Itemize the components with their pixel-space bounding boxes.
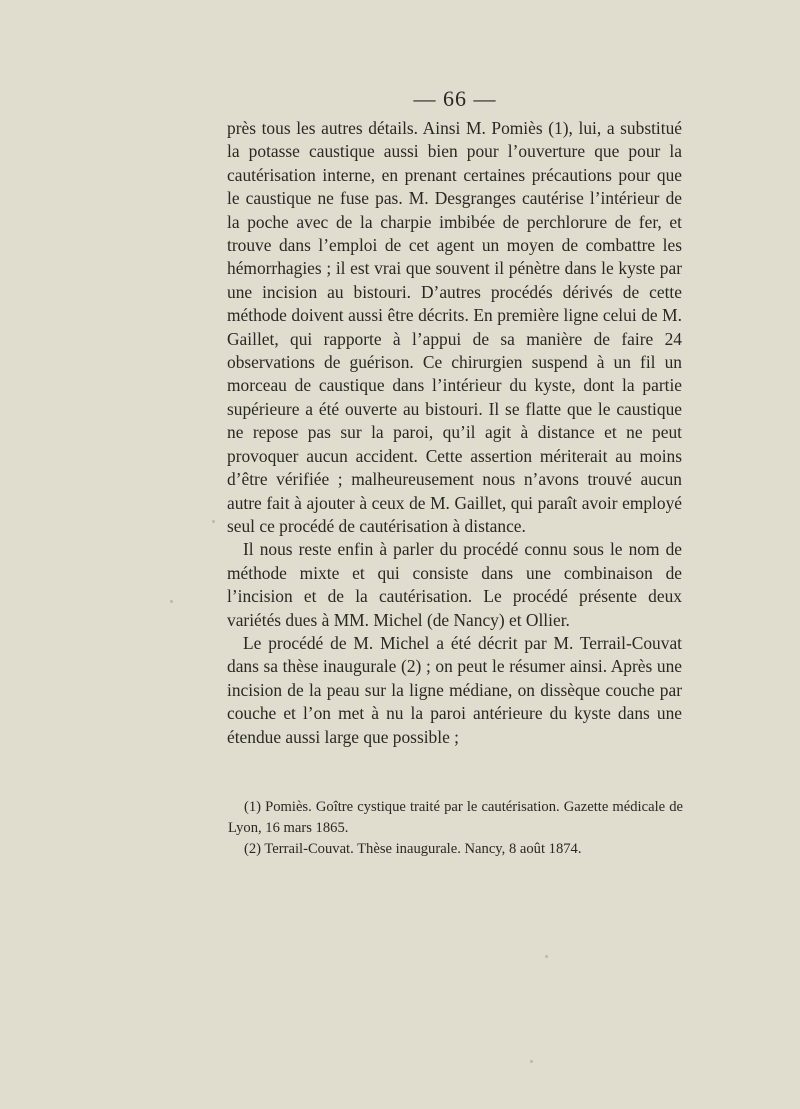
paper-speck (170, 600, 173, 603)
footnote-1: (1) Pomiès. Goître cystique traité par le cautérisation. Gazette médicale de Lyon, 16 mars 1865. (228, 799, 683, 836)
paper-speck (545, 955, 548, 958)
footnotes (228, 797, 683, 860)
paragraph-1: près tous les autres détails. Ainsi M. Pomiès (1), lui, a substitué la potasse caustique aussi bien pour l’ouverture que pour la cautérisation interne, en prenant certaines précautions pour que le caustique ne fuse pas. M. Desgranges cautérise l’intérieur de la poche avec de la charpie imbibée de perchlorure de fer, et trouve dans l’emploi de cet agent un moyen de combattre les hémorrhagies ; il est vrai que souvent il pénètre dans le kyste par une incision au bistouri. D’autres procédés dérivés de cette méthode doivent aussi être décrits. En première ligne celui de M. Gaillet, qui rapporte à l’appui de sa manière de faire 24 observations de guérison. Ce chirurgien suspend à un fil un morceau de caustique dans l’intérieur du kyste, dont la partie supérieure a été ouverte au bistouri. Il se flatte que le caustique ne repose pas sur la paroi, qu’il agit à distance et ne peut provoquer aucun accident. Cette assertion mériterait au moins d’être vérifiée ; malheureusement nous n’avons trouvé aucun autre fait à ajouter à ceux de M. Gaillet, qui paraît avoir employé seul ce procédé de cautérisation à distance. (227, 118, 682, 536)
paper-speck (530, 1060, 533, 1063)
paper-speck (212, 520, 215, 523)
footnote-2: (2) Terrail-Couvat. Thèse inaugurale. Nancy, 8 août 1874. (244, 841, 582, 857)
body-text (227, 117, 682, 749)
paragraph-2: Il nous reste enfin à parler du procédé connu sous le nom de méthode mixte et qui consiste dans une combinaison de l’incision et de la cautérisation. Le procédé présente deux variétés dues à MM. Michel (de Nancy) et Ollier. (227, 539, 682, 630)
paragraph-3: Le procédé de M. Michel a été décrit par M. Terrail-Couvat dans sa thèse inaugurale (2) ; on peut le résumer ainsi. Après une incision de la peau sur la ligne médiane, on dissèque couche par couche et l’on met à nu la paroi antérieure du kyste dans une étendue aussi large que possible ; (227, 632, 682, 747)
page-number: — 66 — (413, 86, 497, 111)
